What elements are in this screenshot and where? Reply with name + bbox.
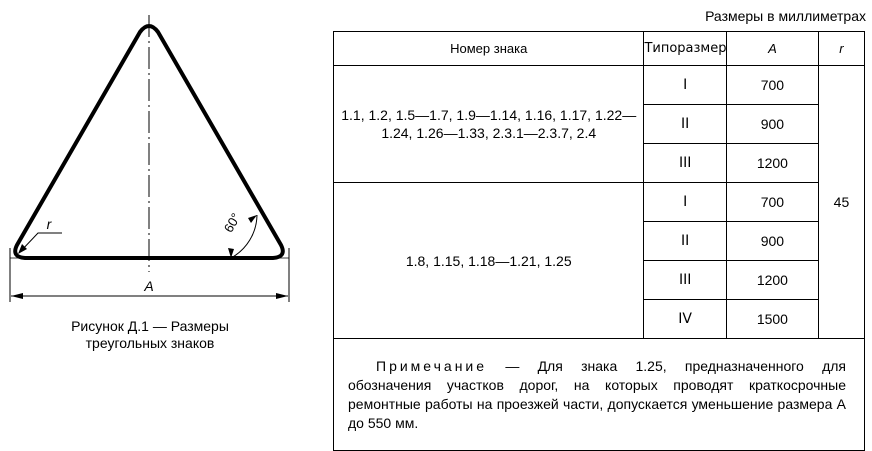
triangle-sign-drawing <box>0 0 330 360</box>
header-sign-number: Номер знака <box>334 32 644 66</box>
a-value-cell: 700 <box>726 183 818 222</box>
type-size-cell: II <box>644 222 726 261</box>
type-size-cell: I <box>644 66 726 105</box>
radius-label: r <box>46 216 52 232</box>
note-text: — Для знака 1.25, предназначенного для обозначения участков дорог, на которых проводят краткосрочные ремонтные работы на проезжей части, допускается уменьшение размера A до 550 мм. <box>348 357 846 431</box>
dimension-arrow-right <box>276 293 288 299</box>
a-value-cell: 900 <box>726 105 818 144</box>
a-value-cell: 900 <box>726 222 818 261</box>
table-row <box>334 183 865 222</box>
r-value-cell: 45 <box>818 66 864 339</box>
dimension-label-a: A <box>144 278 154 294</box>
header-a: A <box>726 32 818 66</box>
a-value-cell: 700 <box>726 66 818 105</box>
type-size-cell: III <box>644 144 726 183</box>
a-value-cell: 1200 <box>726 261 818 300</box>
table-note <box>334 339 865 451</box>
angle-label: 60° <box>220 210 244 236</box>
note-title: Примечание <box>376 357 488 374</box>
sign-group-cell: 1.1, 1.2, 1.5—1.7, 1.9—1.14, 1.16, 1.17, 1.22—1.24, 1.26—1.33, 2.3.1—2.3.7, 2.4 <box>334 66 644 183</box>
type-size-cell: II <box>644 105 726 144</box>
table-note-row <box>334 339 865 451</box>
type-size-cell: I <box>644 183 726 222</box>
dimensions-table <box>333 31 865 451</box>
type-size-cell: III <box>644 261 726 300</box>
header-type-size: Типоразмер <box>644 32 726 66</box>
units-note: Размеры в миллиметрах <box>705 8 866 24</box>
table-header-row <box>334 32 865 66</box>
type-size-cell: IV <box>644 300 726 339</box>
header-r: r <box>818 32 864 66</box>
table-row <box>334 66 865 105</box>
a-value-cell: 1500 <box>726 300 818 339</box>
angle-arrow-top <box>248 215 257 223</box>
sign-group-cell: 1.8, 1.15, 1.18—1.21, 1.25 <box>334 183 644 339</box>
figure-caption: Рисунок Д.1 — Размеры треугольных знаков <box>71 318 229 351</box>
dimension-arrow-left <box>11 293 23 299</box>
a-value-cell: 1200 <box>726 144 818 183</box>
